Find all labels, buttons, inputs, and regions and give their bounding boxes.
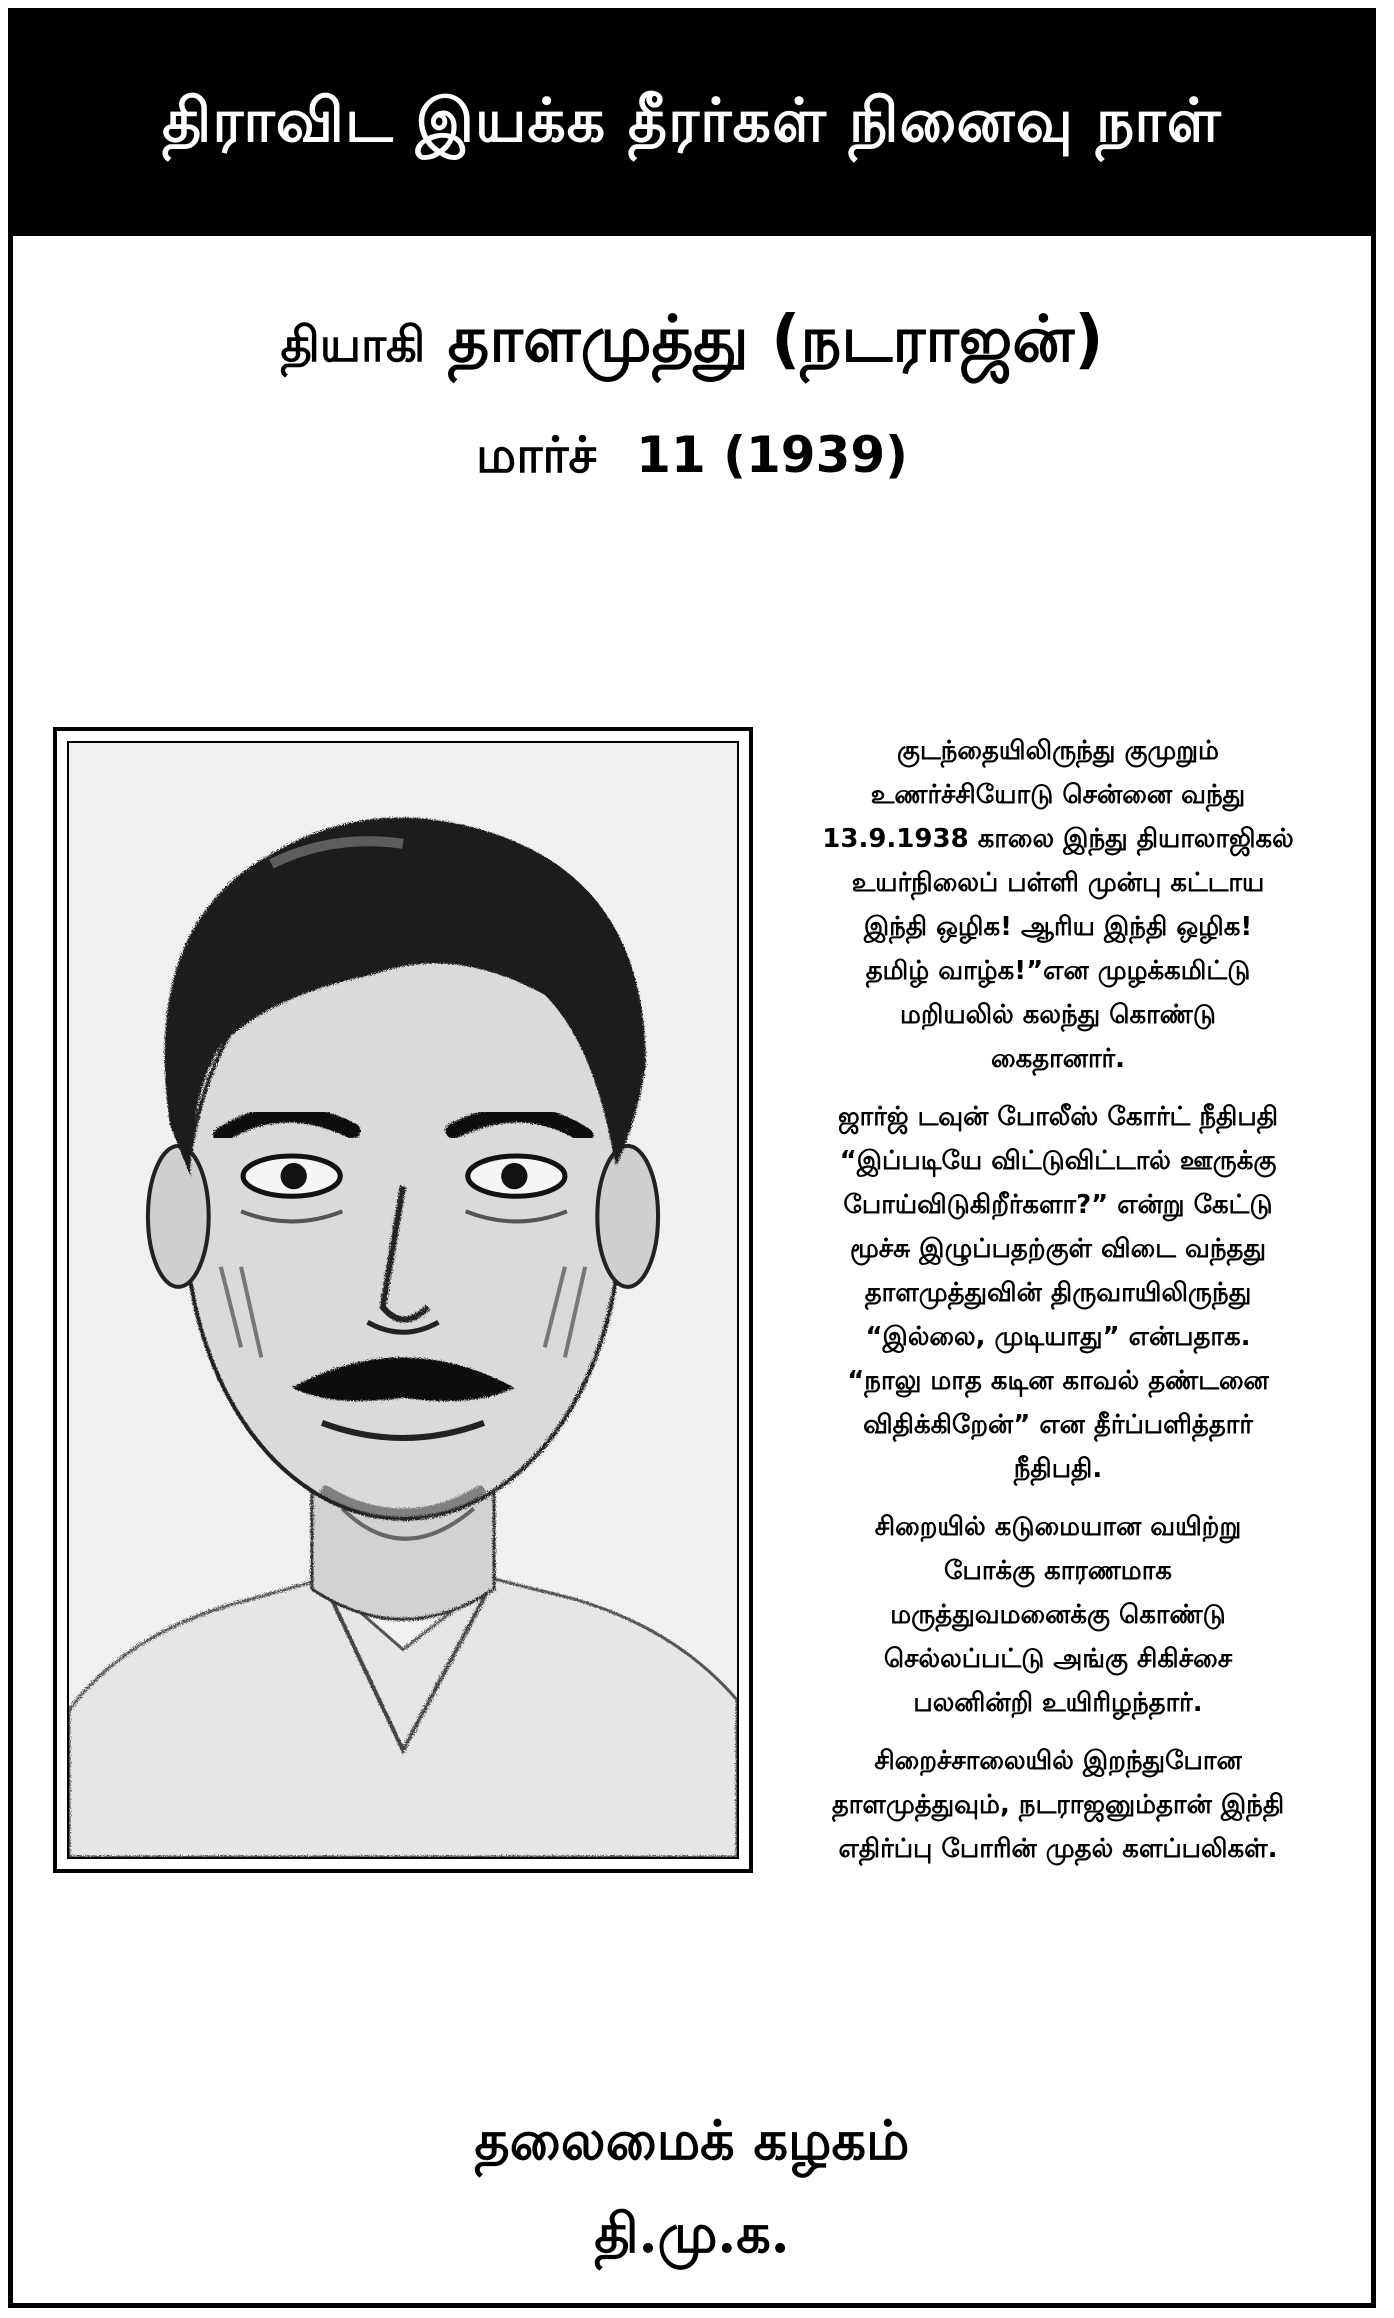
title-prefix: தியாகி [280, 317, 426, 373]
paragraph-1 [757, 729, 1359, 1081]
paragraph-2 [757, 1095, 1359, 1491]
text-line: செல்லப்பட்டு அங்கு சிகிச்சை [883, 1644, 1233, 1674]
text-line: பலனின்றி உயிரிழந்தார். [913, 1688, 1203, 1718]
banner-title: திராவிட இயக்க தீரர்கள் நினைவு நாள் [162, 85, 1222, 156]
story-text [757, 729, 1359, 1885]
text-line: தாளமுத்துவின் திருவாயிலிருந்து [864, 1278, 1252, 1308]
portrait-sketch-icon [69, 743, 737, 1857]
date-day-year: 11 (1939) [636, 426, 909, 484]
text-line: விதிக்கிறேன்” என தீர்ப்பளித்தார் [863, 1410, 1253, 1440]
text-line: சிறைச்சாலையில் இறந்துபோன [874, 1746, 1242, 1776]
text-line: உயர்நிலைப் பள்ளி முன்பு கட்டாய [851, 868, 1265, 898]
text-line: எதிர்ப்பு போரின் முதல் களப்பலிகள். [838, 1834, 1278, 1864]
text-line: போய்விடுகிறீர்களா?” என்று கேட்டு [843, 1190, 1273, 1220]
text-line: தமிழ் வாழ்க!”என முழக்கமிட்டு [865, 956, 1251, 986]
text-line: இந்தி ஒழிக! ஆரிய இந்தி ஒழிக! [863, 912, 1253, 942]
footer-organization: தலைமைக் கழகம் [474, 2108, 910, 2172]
page-title [13, 303, 1371, 385]
text-line: மருத்துவமனைக்கு கொண்டு [890, 1600, 1226, 1630]
text-line: தாளமுத்துவும், நடராஜனும்தான் இந்தி [831, 1790, 1285, 1820]
text-line: “இப்படியே விட்டுவிட்டால் ஊருக்கு [839, 1146, 1277, 1176]
text-line: குடந்தையிலிருந்து குமுறும் [897, 736, 1219, 766]
paragraph-4 [757, 1739, 1359, 1871]
title-name: தாளமுத்து (நடராஜன்) [447, 303, 1104, 377]
text-line: சிறையில் கடுமையான வயிற்று [874, 1512, 1242, 1542]
text-line: “நாலு மாத கடின காவல் தண்டனை [847, 1366, 1269, 1396]
footer-party: தி.மு.க. [594, 2201, 790, 2265]
paragraph-3 [757, 1505, 1359, 1725]
poster-frame [8, 8, 1376, 2308]
portrait-image [67, 741, 739, 1859]
text-line: “இல்லை, முடியாது” என்பதாக. [865, 1322, 1251, 1352]
portrait-frame [53, 727, 753, 1873]
text-line: நீதிபதி. [1013, 1454, 1103, 1484]
text-line: ஜார்ஜ் டவுன் போலீஸ் கோர்ட் நீதிபதி [837, 1102, 1279, 1132]
text-line: 13.9.1938 காலை இந்து தியாலாஜிகல் [822, 824, 1294, 854]
text-line: போக்கு காரணமாக [944, 1556, 1172, 1586]
header-banner [13, 13, 1371, 236]
text-line: மறியலில் கலந்து கொண்டு [900, 1000, 1216, 1030]
text-line: மூச்சு இழுப்பதற்குள் விடை வந்தது [849, 1234, 1267, 1264]
text-line: கைதானார். [990, 1044, 1125, 1074]
date-month: மார்ச் [475, 426, 597, 484]
text-line: உணர்ச்சியோடு சென்னை வந்து [870, 780, 1246, 810]
memorial-date [13, 426, 1371, 491]
